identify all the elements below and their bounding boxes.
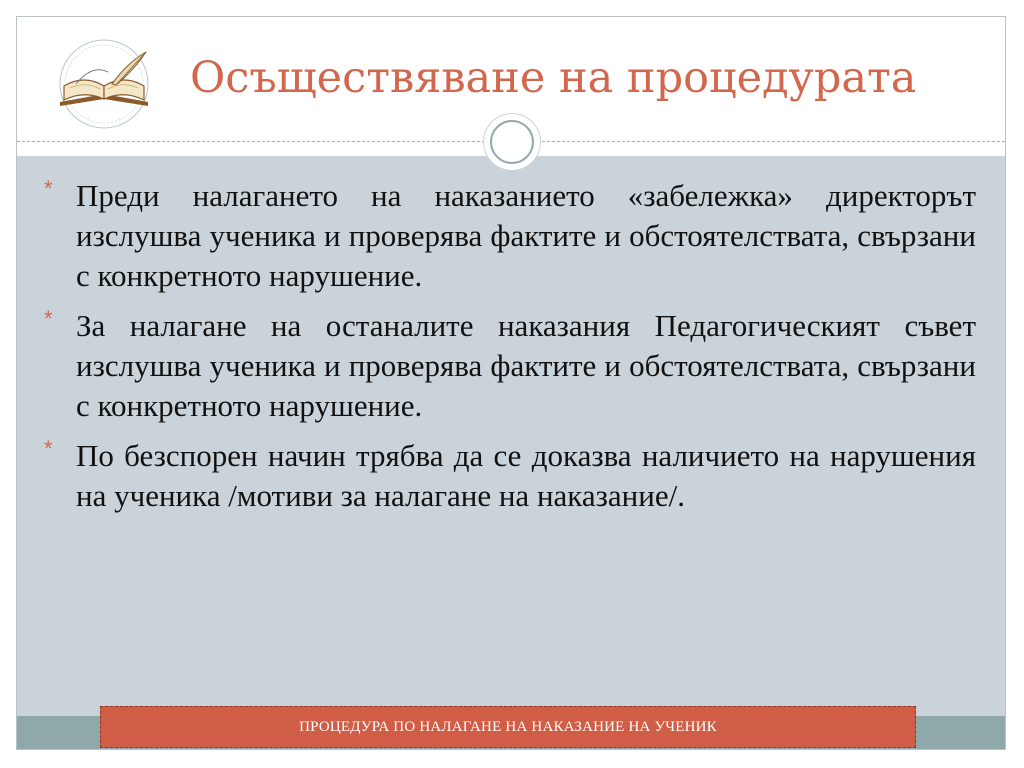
bullet-text: По безспорен начин трябва да се доказва наличието на нарушения на ученика /мотиви за налагане на наказание/. <box>76 438 976 513</box>
divider-ring <box>490 120 534 164</box>
footer-text: ПРОЦЕДУРА ПО НАЛАГАНЕ НА НАКАЗАНИЕ НА УЧЕНИК <box>299 719 717 735</box>
asterisk-bullet-icon: * <box>44 306 53 331</box>
open-book-quill-icon <box>42 36 166 132</box>
logo <box>42 36 166 132</box>
slide-title: Осъществяване на процедурата <box>190 53 917 103</box>
bullet-item <box>42 306 976 426</box>
asterisk-bullet-icon: * <box>44 436 53 461</box>
bullet-item <box>42 436 976 516</box>
bullet-text: Преди налагането на наказанието «забележка» директорът изслушва ученика и проверява фактите и обстоятелствата, свързани с конкретното нарушение. <box>76 178 976 293</box>
asterisk-bullet-icon: * <box>44 176 53 201</box>
divider-circle-ornament <box>484 114 540 170</box>
footer-banner <box>100 706 916 748</box>
bullet-item <box>42 176 976 296</box>
bullet-list <box>42 176 976 526</box>
bullet-text: За налагане на останалите наказания Педагогическият съвет изслушва ученика и проверява фактите и обстоятелствата, свързани с конкретното нарушение. <box>76 308 976 423</box>
